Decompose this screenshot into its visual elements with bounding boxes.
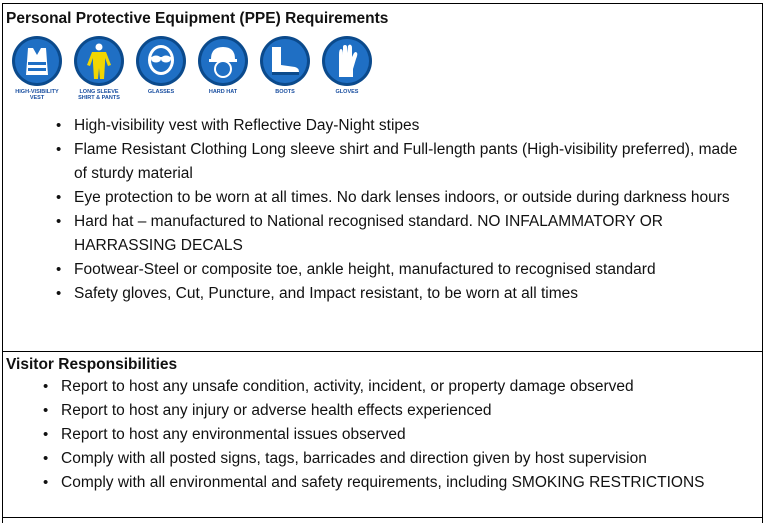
list-item: • Hard hat – manufactured to National recognised standard. NO INFALAMMATORY OR HARRASSING DECALS — [74, 210, 754, 258]
list-item: • High-visibility vest with Reflective Day-Night stipes — [74, 114, 754, 138]
boots-icon — [255, 35, 315, 107]
list-item: • Safety gloves, Cut, Puncture, and Impact resistant, to be worn at all times — [74, 282, 754, 306]
long-sleeve-icon — [69, 35, 129, 107]
hard-hat-caption: HARD HAT — [208, 89, 238, 95]
list-item: • Report to host any environmental issues observed — [61, 423, 761, 447]
ppe-requirements-list — [74, 114, 754, 306]
gloves-caption: GLOVES — [335, 89, 359, 95]
ppe-icon-row — [7, 35, 387, 107]
hard-hat-icon — [193, 35, 253, 107]
glasses-icon — [131, 35, 191, 107]
visitor-responsibilities-list — [61, 375, 761, 495]
ppe-heading: Personal Protective Equipment (PPE) Requirements — [6, 10, 389, 27]
vest-icon — [7, 35, 67, 107]
visitor-heading: Visitor Responsibilities — [6, 356, 178, 373]
list-item: • Comply with all environmental and safety requirements, including SMOKING RESTRICTIONS — [61, 471, 761, 495]
boots-caption: BOOTS — [275, 89, 295, 95]
visitor-section — [3, 352, 762, 518]
ppe-section — [3, 4, 762, 352]
list-item: • Report to host any injury or adverse health effects experienced — [61, 399, 761, 423]
list-item: • Flame Resistant Clothing Long sleeve shirt and Full-length pants (High-visibility preferred), made of sturdy material — [74, 138, 754, 186]
list-item: • Eye protection to be worn at all times. No dark lenses indoors, or outside during darkness hours — [74, 186, 754, 210]
glasses-caption: GLASSES — [147, 89, 175, 95]
ppe-table — [2, 3, 763, 523]
gloves-icon — [317, 35, 377, 107]
list-item: • Report to host any unsafe condition, activity, incident, or property damage observed — [61, 375, 761, 399]
long-sleeve-caption: LONG SLEEVE SHIRT & PANTS — [78, 89, 120, 101]
vest-caption: HIGH-VISIBILITY VEST — [15, 89, 59, 101]
list-item: • Footwear-Steel or composite toe, ankle height, manufactured to recognised standard — [74, 258, 754, 282]
list-item: • Comply with all posted signs, tags, barricades and direction given by host supervision — [61, 447, 761, 471]
